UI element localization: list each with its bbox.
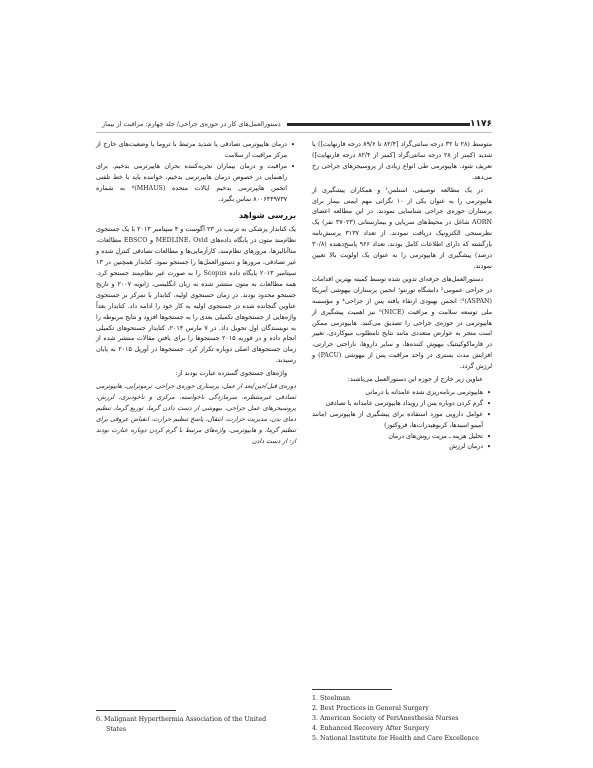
exclusion-list bbox=[312, 388, 492, 453]
exclusion-list-continued bbox=[96, 140, 296, 205]
footnote: 2. Best Practices in General Surgery bbox=[312, 705, 429, 712]
list-item: • عوامل دارویی مورد استفاده برای پیشگیری از هایپوترمی (مانند آمینو اسیدها، کربوهیدرات‌ها، فروکتوز) bbox=[312, 410, 492, 432]
paragraph: متوسط (۲۸ تا ۳۲ درجه سانتی‌گراد [۸۲/۴ تا ۸۹/۶ درجه فارنهایت]) یا شدید (کمتر از ۲۸ درجه سانتی‌گراد [کمتر از ۸۲/۴ درجه فارنهایت]) تعریف شود. هایپوترمی طی انواع زیادی از پروسیجرهای جراحی رخ می‌دهد. bbox=[312, 141, 492, 181]
paragraph: در یک مطالعه توصیفی، اسنلمن¹ و همکاران پیشگیری از هایپوترمی را به عنوان یکی از ۱۰ نگرانی مهم ایمنی بیمار برای پرستاران حوزه‌ی جراحی شناسایی نمودند. در این مطالعه اعضای AORN شاغل در محیط‌های سرپایی و بیمارستانی (۳۷۰۲۳ نفر) یک نظرسنجی الکترونیک دریافت نمودند. از تعداد ۳۱۳۷ پرسش‌نامه بازگشته که دارای اطلاعات کامل بودند، تعداد ۹۶۶ پاسخ‌دهنده (۳۰/۸ درصد) پیشگیری از هایپوترمی را به عنوان یک اولویت بالا تعیین نمودند. bbox=[312, 186, 493, 270]
footnote: 6. Malignant Hyperthermia Association of the United bbox=[96, 716, 267, 723]
running-title: دستورالعمل‌های کار در حوزه‌ی جراحی/ جلد چهارم: مراقبت از بیمار bbox=[102, 120, 281, 128]
footnote-divider bbox=[312, 689, 392, 690]
list-item: • هایپوترمی برنامه‌ریزی شده عامدانه یا درمانی bbox=[312, 388, 492, 399]
section-heading: بررسی شواهد bbox=[238, 211, 296, 221]
header-divider bbox=[96, 132, 492, 133]
page-number: ۱۱۷۶ bbox=[470, 119, 492, 129]
paragraph: یک کتابدار پزشکی به ترتیب در ۲۳ آگوست و ۴ سپتامبر ۲۰۱۳ با یک جستجوی نظام‌مند متون در پایگاه داده‌های MEDLINE، Ovid و EBSCO مطالعات، متاآنالیزها، مرورهای نظام‌مند، کارآزمایی‌ها و مطالعات تصادفی کنترل شده و غیر تصادفی، مرورها و دستورالعمل‌ها را جستجو نمود. کتابدار همچنین در ۱۳ سپتامبر ۲۰۱۳ پایگاه داده Scopus را به صورت غیر نظام‌مند جستجو کرد. همه مطالعات به متون منتشر شده به زبان انگلیسی، ژانویه ۲۰۰۷ و تاریخ جستجو محدود بودند. در زمان جستجوی اولیه، کتابدار با تمرکز بر جستجوی عناوین گنجانده شده در جستجوی اولیه به کار خود را ادامه داد. کتابدار بعداً واژه‌هایی از جستجوهای تکمیلی بعدی را به جستجوها افزود و نتایج مربوطه را به نویسندگان اول تحویل داد. در ۷ مارس ۲۰۱۴، کتابدار جستجوهای تکمیلی انجام داده و در فوریه ۲۰۱۵ جستجوها را برای یافتن مقالات منتشر شده از زمان جستجوهای اصلی دوباره تکرار کرد. جستجوها در آوریل ۲۰۱۵ به پایان رسیدند. bbox=[96, 226, 297, 365]
footnote: 4. Enhanced Recovery After Surgery bbox=[312, 725, 430, 732]
header-bar bbox=[287, 123, 470, 126]
paragraph: دستورالعمل‌های حرفه‌ای تدوین شده توسط کمیته بهترین اقدامات در جراحی عمومی² دانشگاه تورنتو؛ انجمن پرستاران بیهوشی آمریکا (ASPAN)³؛ انجمن بهبودی ارتقاء یافته پس از جراحی⁴ و مؤسسه ملی توسعه سلامت و مراقبت (NICE)⁵ نیز اهمیت پیشگیری از هایپوترمی در حوزه‌ی جراحی را تصدیق می‌کنند. هایپوترمی ممکن است منجر به عوارض متعددی مانند نتایج نامطلوب میوکاردی، تغییر در فارماکوکینتیک بیهوش کننده‌ها، و سایر داروها، ناراحتی حرارتی، افزایش مدت بستری در واحد مراقبت پس از بیهوشی (PACU) و لرزش گردد. bbox=[312, 275, 492, 371]
running-header bbox=[96, 117, 492, 131]
list-item: • درمان لرزش bbox=[312, 442, 492, 453]
paragraph: واژه‌های جستجوی گسترده عبارت بودند از: bbox=[175, 370, 287, 378]
footnote: 1. Steelman bbox=[312, 695, 351, 702]
footnote: 5. National Institute for Health and Care Excellence bbox=[312, 735, 479, 742]
left-column bbox=[96, 140, 296, 449]
list-item: • تحلیل هزینه ـ مزیت روش‌های درمان bbox=[312, 432, 492, 443]
footnotes bbox=[312, 694, 492, 744]
list-item: • گرم کردن دوباره پس از رویداد هایپوترمی عامدانه یا تصادفی bbox=[312, 399, 492, 410]
footnote: 3. American Society of PeriAnesthesia Nurses bbox=[312, 715, 459, 722]
footnote-divider bbox=[96, 710, 176, 711]
footnote-continuation: States bbox=[106, 726, 127, 733]
paragraph: عناوین زیر خارج از حوزه این دستورالعمل می‌باشند: bbox=[347, 376, 483, 384]
list-item: • درمان هایپوترمی تصادفی یا شدید مرتبط با تروما یا وضعیت‌های خارج از مرکز مراقبت از سلامت bbox=[96, 140, 296, 162]
italic-paragraph: دوره‌ی قبل/حین/بعد از عمل، پرستاری حوزه‌ی جراحی، ترموتراپی، هایپوترمی تصادفی غیرمنتظره، سرمازدگی ناخواسته، مرکزی و ناخودبزی، لرزش، پروسیجرهای عمل جراحی، بیهوشی از دست دادن گرما، توزیع گرما، تنظیم دمای بدن، مدیریت حرارت، انتقال، پاسخ تنظیم حرارت، انقباض عروقی برای تنظیم گرما، و هایپوترمی. واژه‌های مرتبط با گرم کردن دوباره عبارت بودند از: از دست دادن bbox=[96, 383, 296, 445]
right-column bbox=[312, 140, 492, 455]
footnotes bbox=[96, 715, 296, 735]
list-item: • مراقبت و درمان بیماران تجربه‌کننده بحران هایپرترمی بدخیم. برای راهنمایی در خصوص درمان هایپرترمی بدخیم، خواننده باید با خط تلفنی انجمن هایپرترمی بدخیم ایالات متحده (MHAUS)⁶ به شماره ۸۰۰۶۴۴۹۷۳۷ تماس بگیرد. bbox=[96, 162, 296, 206]
